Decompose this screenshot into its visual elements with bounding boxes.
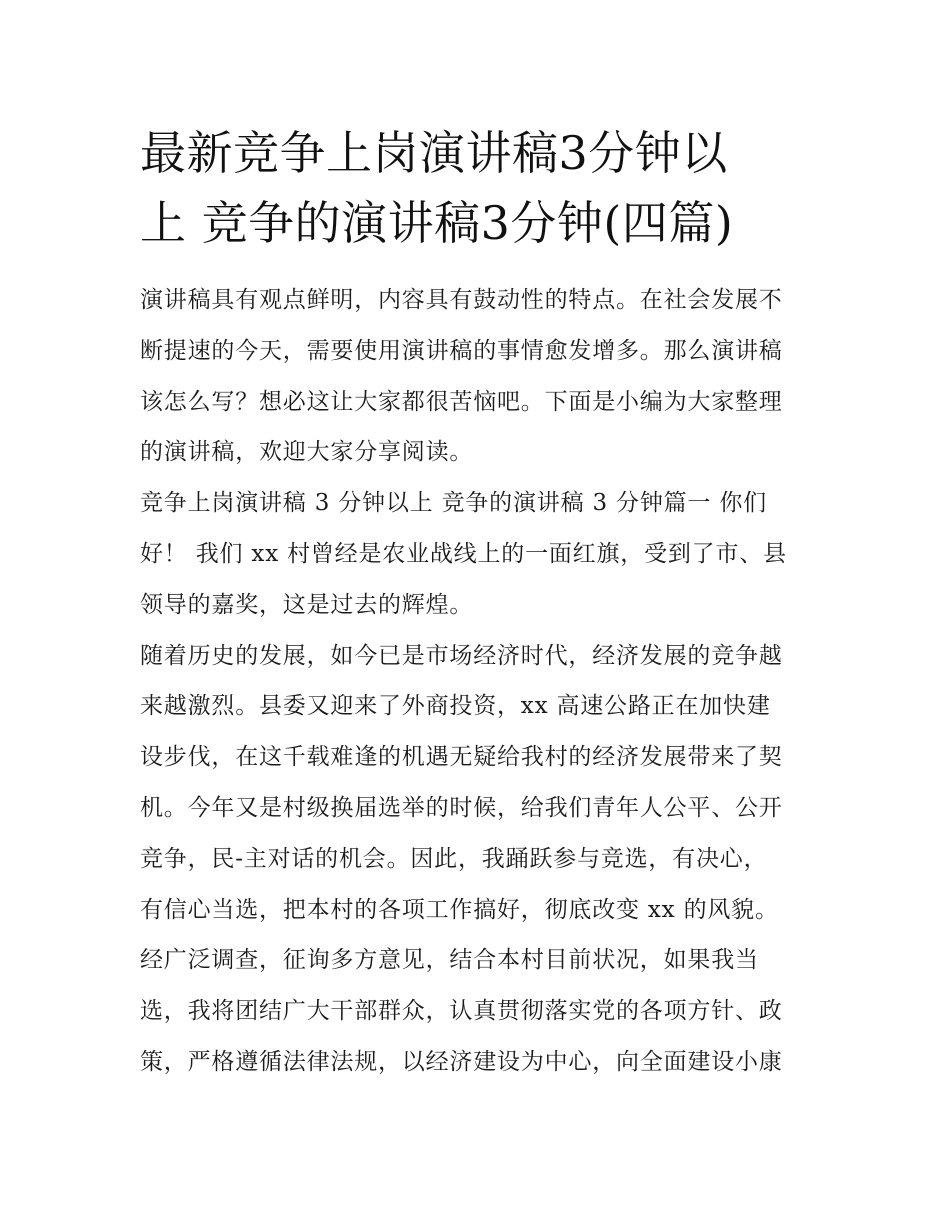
- body-line: 的演讲稿，欢迎大家分享阅读。: [140, 439, 474, 466]
- body-line: 有信心当选，把本村的各项工作搞好，彻底改变 xx 的风貌。: [140, 896, 779, 923]
- body-line: 演讲稿具有观点鲜明，内容具有鼓动性的特点。在社会发展不: [140, 287, 783, 313]
- title-line: 最新竞争上岗演讲稿3分钟以: [140, 126, 728, 180]
- body-line: 随着历史的发展，如今已是市场经济时代，经济发展的竞争越: [140, 642, 783, 669]
- body-line: 选，我将团结广大干部群众，认真贯彻落实党的各项方针、政: [140, 998, 783, 1025]
- body-line: 机。今年又是村级换届选举的时候，给我们青年人公平、公开: [140, 794, 783, 821]
- document-title: [140, 118, 830, 258]
- body-line: 设步伐，在这千载难逢的机遇无疑给我村的经济发展带来了契: [140, 744, 783, 771]
- body-line: 好！ 我们 xx 村曾经是农业战线上的一面红旗，受到了市、县: [140, 540, 787, 567]
- title-line: 上 竞争的演讲稿3分钟(四篇): [140, 196, 734, 250]
- body-line: 策，严格遵循法律法规，以经济建设为中心，向全面建设小康: [140, 1048, 783, 1075]
- body-line: 经广泛调查，征询多方意见，结合本村目前状况，如果我当: [140, 947, 759, 974]
- body-line: 来越激烈。县委又迎来了外商投资，xx 高速公路正在加快建: [140, 693, 771, 720]
- body-line: 竞争上岗演讲稿 3 分钟以上 竞争的演讲稿 3 分钟篇一 你们: [140, 490, 767, 517]
- document-body: [140, 280, 820, 1093]
- body-line: 领导的嘉奖，这是过去的辉煌。: [140, 591, 474, 618]
- body-line: 断提速的今天，需要使用演讲稿的事情愈发增多。那么演讲稿: [140, 337, 783, 364]
- body-line: 竞争，民-主对话的机会。因此，我踊跃参与竞选，有决心，: [140, 845, 768, 872]
- body-line: 该怎么写？想必这让大家都很苦恼吧。下面是小编为大家整理: [140, 388, 783, 415]
